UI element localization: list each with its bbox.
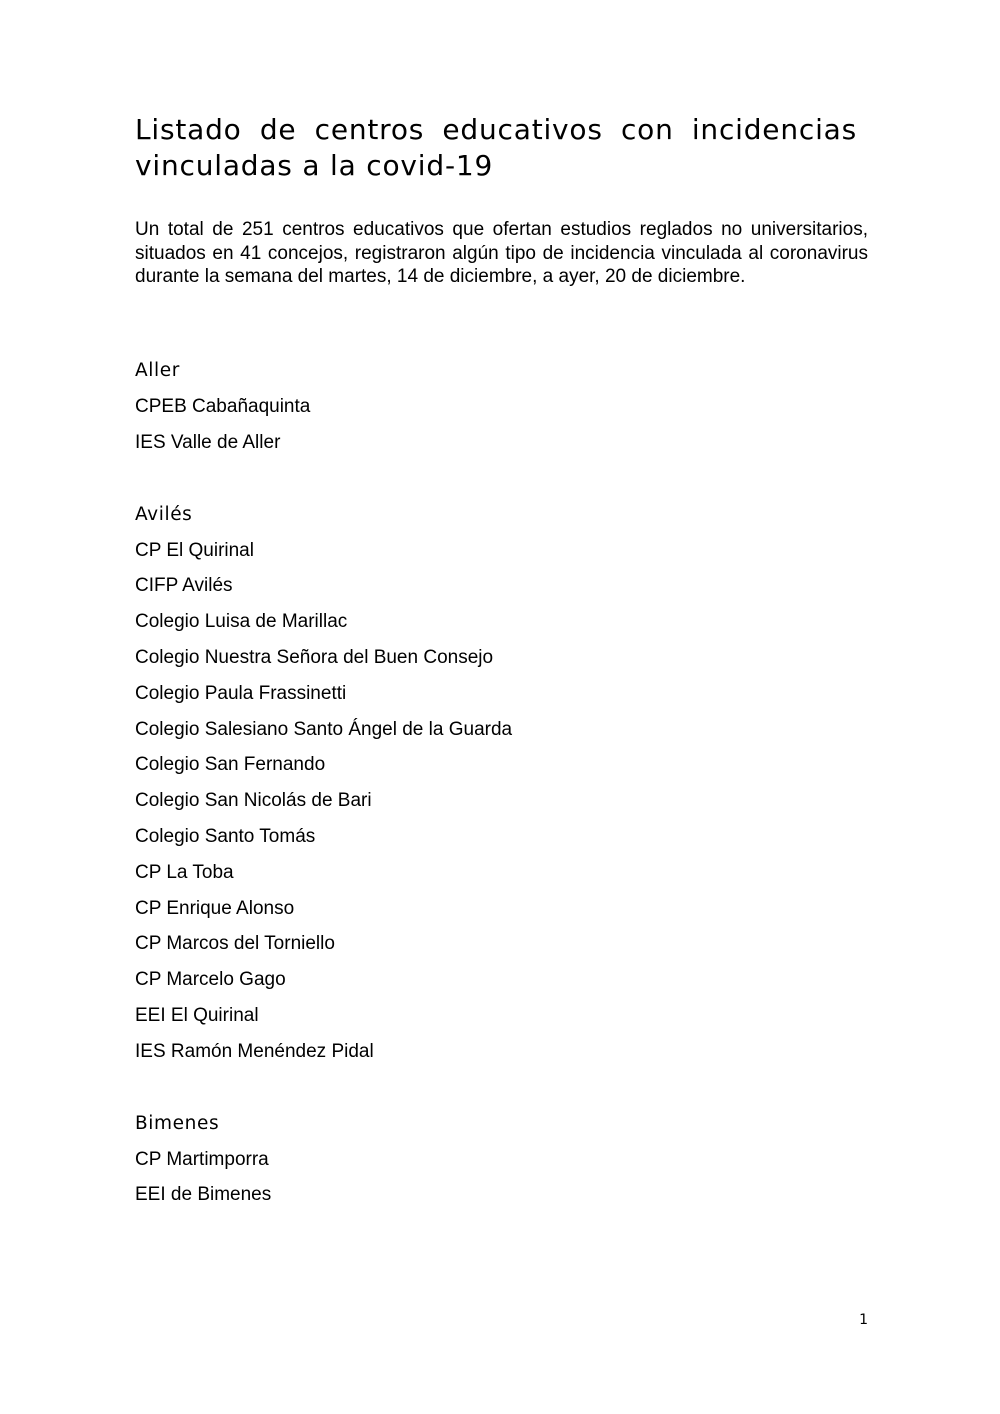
- school-list: [135, 1141, 868, 1213]
- group-heading: Aller: [135, 360, 180, 381]
- list-item: IES Ramón Menéndez Pidal: [135, 1040, 374, 1062]
- group-bimenes: [135, 1105, 868, 1213]
- list-item: CP El Quirinal: [135, 539, 254, 561]
- list-item: Colegio Santo Tomás: [135, 825, 316, 847]
- group-aller: [135, 352, 868, 460]
- group-heading: Bimenes: [135, 1112, 220, 1134]
- school-list: [135, 532, 868, 1069]
- list-item: Colegio Salesiano Santo Ángel de la Guarda: [135, 718, 513, 740]
- list-item: CIFP Avilés: [135, 575, 233, 597]
- list-item: IES Valle de Aller: [135, 431, 281, 453]
- group-aviles: [135, 496, 868, 1069]
- group-heading: Avilés: [135, 503, 193, 525]
- list-item: CP Martimporra: [135, 1148, 269, 1170]
- list-item: CP Marcelo Gago: [135, 969, 286, 991]
- list-item: Colegio San Fernando: [135, 754, 326, 776]
- list-item: CP La Toba: [135, 861, 234, 883]
- list-item: Colegio Paula Frassinetti: [135, 682, 347, 704]
- page-number: 1: [859, 1312, 868, 1328]
- school-groups: [135, 352, 868, 1248]
- list-item: Colegio Luisa de Marillac: [135, 611, 348, 633]
- list-item: Colegio San Nicolás de Bari: [135, 790, 372, 812]
- intro-paragraph: Un total de 251 centros educativos que ofertan estudios reglados no universitarios, situados en 41 concejos, registraron algún tipo de incidencia vinculada al coronavirus durante la semana del martes, 14 de diciembre, a ayer, 20 de diciembre.: [135, 219, 868, 287]
- list-item: CP Enrique Alonso: [135, 897, 295, 919]
- list-item: CPEB Cabañaquinta: [135, 396, 311, 417]
- list-item: EEI El Quirinal: [135, 1004, 259, 1026]
- list-item: CP Marcos del Torniello: [135, 933, 335, 955]
- page-title: Listado de centros educativos con incidencias vinculadas a la covid-19: [135, 113, 857, 182]
- school-list: [135, 388, 868, 460]
- list-item: Colegio Nuestra Señora del Buen Consejo: [135, 646, 494, 668]
- list-item: EEI de Bimenes: [135, 1184, 272, 1206]
